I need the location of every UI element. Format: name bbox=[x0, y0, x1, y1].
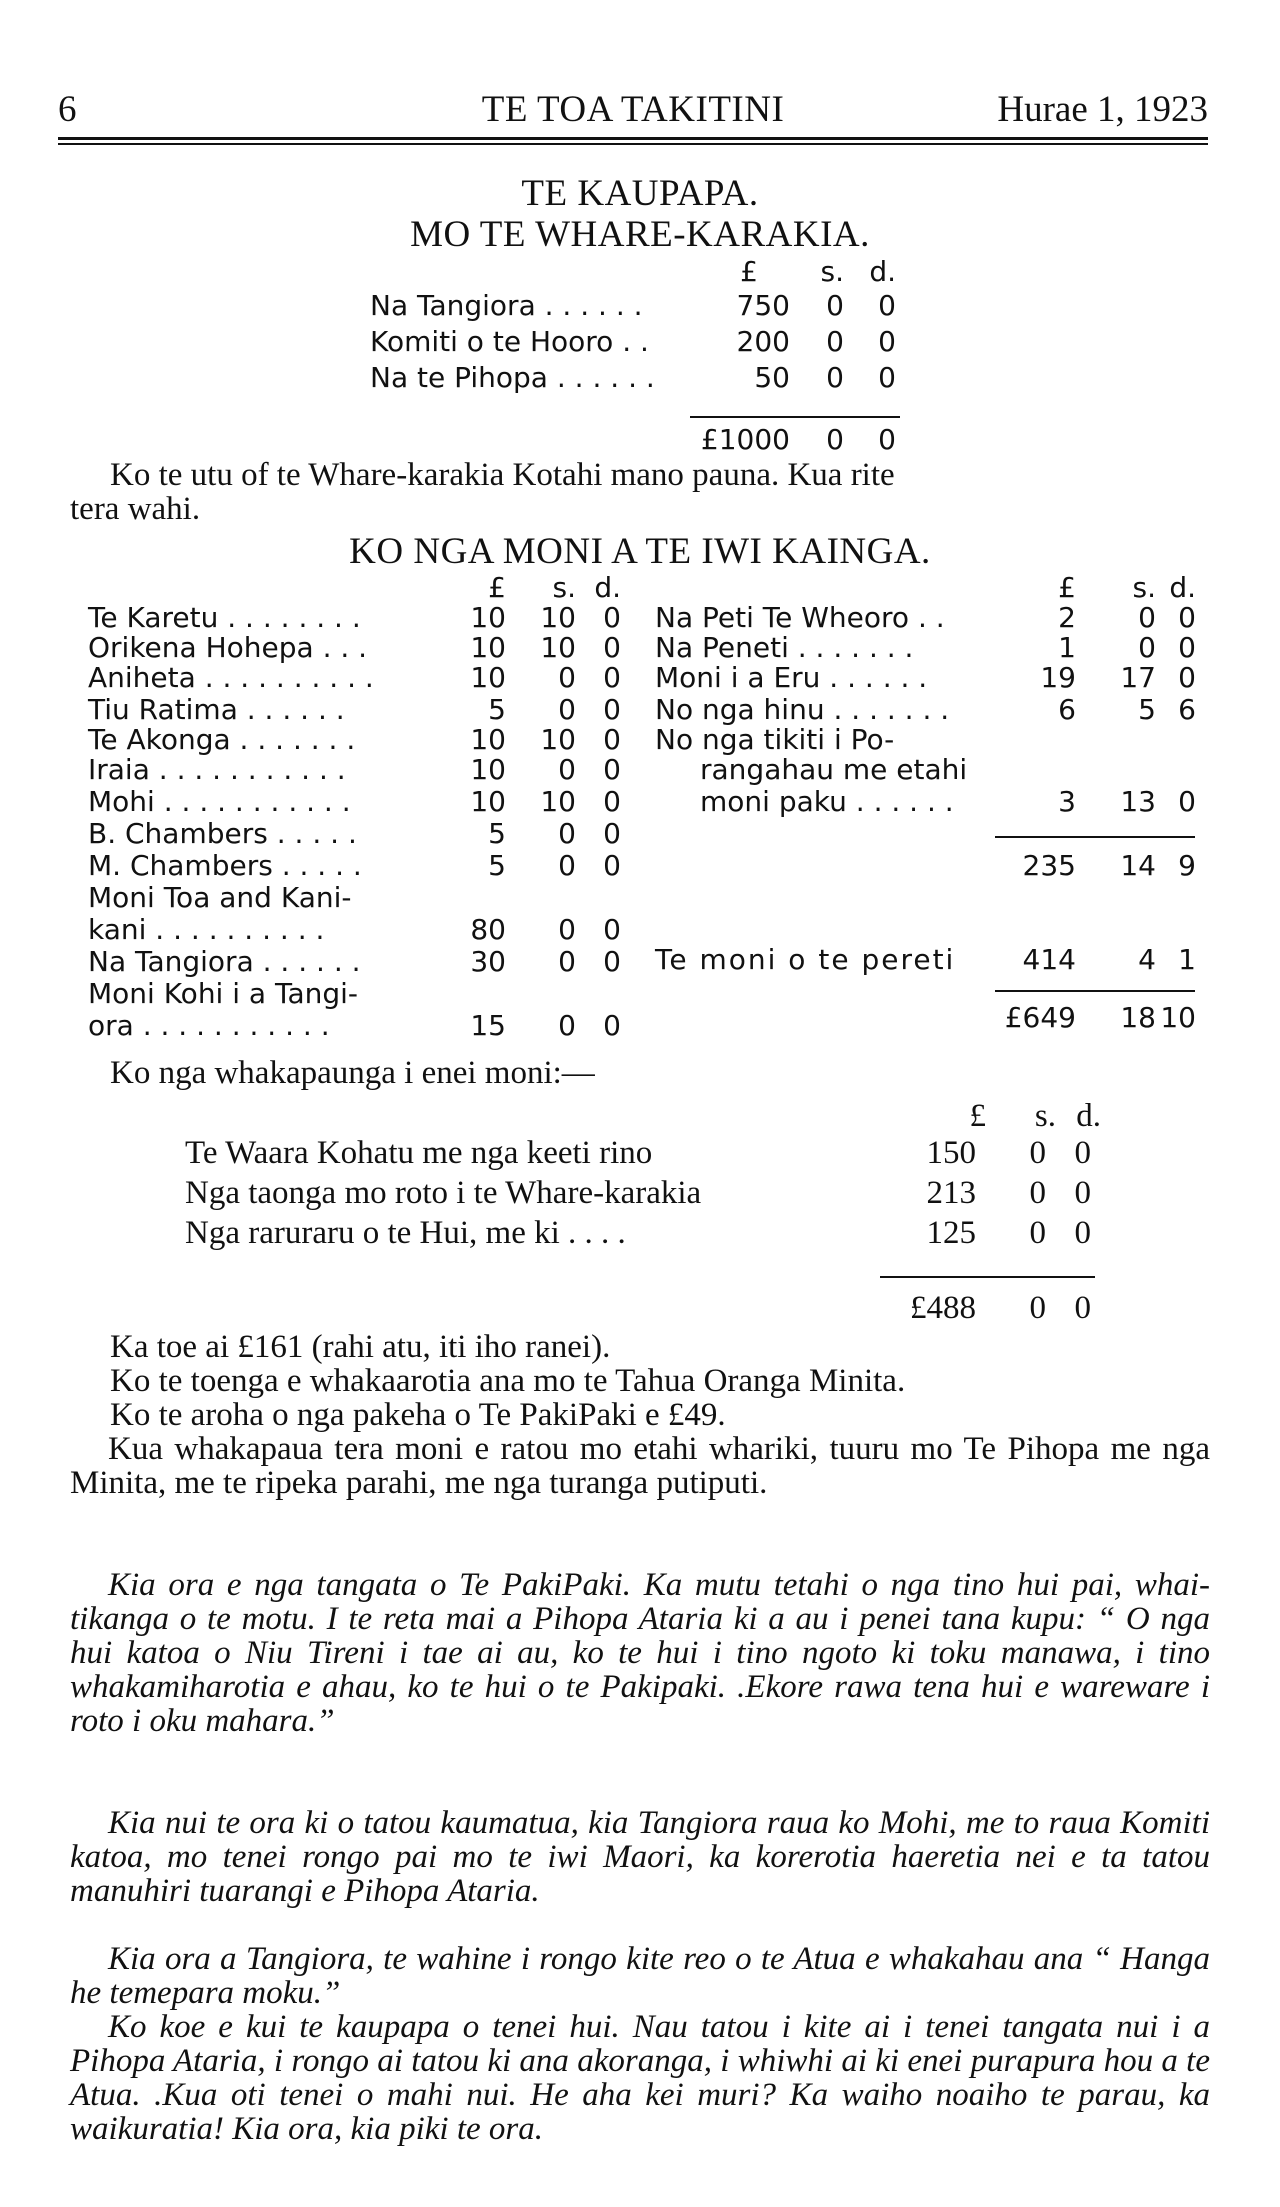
ledger-pounds: 750 bbox=[736, 289, 790, 322]
total-rule bbox=[880, 1276, 1095, 1278]
ledger-label: Na te Pihopa . . . . . . bbox=[370, 361, 655, 394]
ledger-label: Na Tangiora . . . . . . bbox=[88, 945, 361, 978]
paragraph-italic: Ko koe e kui te kaupapa o tenei hui. Nau tatou i kite ai i tenei tangata nui i a Pihopa Ataria, i rongo ai tatou ki ana akoranga, i whiwhi ai ki enei purapura hou a te Atua. .Kua oti tenei o mahi nui. He aha kei muri? Ka waiho noaiho te parau, ka waikuratia! Kia ora, kia piki te ora. bbox=[70, 2009, 1210, 2147]
pereti-pounds: 414 bbox=[1022, 943, 1076, 976]
ledger-pence: 0 bbox=[1178, 601, 1196, 634]
ledger-pence: 0 bbox=[603, 631, 621, 664]
ledger-label: Te Akonga . . . . . . . bbox=[88, 723, 356, 756]
ledger-label: kani . . . . . . . . . . bbox=[88, 913, 325, 946]
ledger-pence: 0 bbox=[603, 753, 621, 786]
ledger-pence: 0 bbox=[603, 693, 621, 726]
ledger-pounds: 6 bbox=[1058, 693, 1076, 726]
ledger-label: Moni i a Eru . . . . . . bbox=[655, 661, 928, 694]
subtotal-pence: 9 bbox=[1178, 849, 1196, 882]
header-rule bbox=[58, 137, 1208, 140]
ledger-pence: 0 bbox=[878, 325, 896, 358]
ledger-pounds: 19 bbox=[1040, 661, 1076, 694]
ledger-shillings: 0 bbox=[558, 913, 576, 946]
expense-pence: 0 bbox=[1074, 1215, 1091, 1251]
col-header-shillings: s. bbox=[1034, 1098, 1056, 1134]
section-title: KO NGA MONI A TE IWI KAINGA. bbox=[349, 531, 931, 572]
col-header-pound-right: £ bbox=[1058, 571, 1076, 604]
col-header-pound: £ bbox=[969, 1098, 986, 1134]
ledger-shillings: 0 bbox=[826, 361, 844, 394]
ledger-pence: 0 bbox=[603, 817, 621, 850]
col-header-pence: d. bbox=[594, 571, 621, 604]
ledger-pence: 0 bbox=[1178, 631, 1196, 664]
ledger-label: Te Karetu . . . . . . . . bbox=[88, 601, 361, 634]
ledger-shillings: 17 bbox=[1120, 661, 1156, 694]
ledger-label: B. Chambers . . . . . bbox=[88, 817, 357, 850]
note-line-cont: tera wahi. bbox=[70, 491, 201, 527]
paragraph-italic: Kia ora a Tangiora, te wahine i rongo kite reo o te Atua e whakahau ana “ Hanga he temepara moku.” bbox=[70, 1941, 1210, 2011]
page-header bbox=[58, 88, 1208, 132]
ledger-label: moni paku . . . . . . bbox=[700, 785, 954, 818]
ledger-pence: 0 bbox=[603, 601, 621, 634]
col-header-pound: £ bbox=[740, 255, 758, 288]
ledger-pounds: 5 bbox=[488, 849, 506, 882]
expense-shillings: 0 bbox=[1029, 1215, 1046, 1251]
ledger-shillings: 10 bbox=[540, 601, 576, 634]
ledger-label: Komiti o te Hooro . . bbox=[370, 325, 649, 358]
expense-shillings: 0 bbox=[1029, 1175, 1046, 1211]
ledger-pounds: 10 bbox=[470, 661, 506, 694]
ledger-pounds: 2 bbox=[1058, 601, 1076, 634]
page-number: 6 bbox=[58, 89, 77, 130]
ledger-pence: 0 bbox=[1178, 661, 1196, 694]
ledger-shillings: 0 bbox=[1138, 601, 1156, 634]
ledger-shillings: 0 bbox=[558, 661, 576, 694]
total-pence: 0 bbox=[878, 423, 896, 456]
ledger-shillings: 5 bbox=[1138, 693, 1156, 726]
expense-shillings: 0 bbox=[1029, 1135, 1046, 1171]
ledger-label: M. Chambers . . . . . bbox=[88, 849, 362, 882]
subtotal-pounds: 235 bbox=[1022, 849, 1076, 882]
paragraph-italic: Kia nui te ora ki o tatou kaumatua, kia Tangiora raua ko Mohi, me to raua Komiti katoa, mo tenei rongo pai mo te iwi Maori, ka korerotia haeretia nei e ta tatou manuhiri tuarangi e Pihopa Ataria. bbox=[70, 1805, 1210, 1909]
ledger-label: Tiu Ratima . . . . . . bbox=[88, 693, 345, 726]
total-shillings: 18 bbox=[1120, 1001, 1156, 1034]
col-header-pence: d. bbox=[1076, 1098, 1101, 1134]
ledger-shillings: 10 bbox=[540, 723, 576, 756]
ledger-pounds: 200 bbox=[736, 325, 790, 358]
issue-date: Hurae 1, 1923 bbox=[997, 89, 1208, 130]
section-subtitle: MO TE WHARE-KARAKIA. bbox=[410, 214, 870, 255]
col-header-pence: d. bbox=[869, 255, 896, 288]
ledger-shillings: 0 bbox=[558, 753, 576, 786]
ledger-pence: 0 bbox=[878, 361, 896, 394]
ledger-label: rangahau me etahi bbox=[700, 753, 968, 786]
total-pence: 10 bbox=[1160, 1001, 1196, 1034]
ledger-label: Moni Kohi i a Tangi- bbox=[88, 977, 359, 1010]
ledger-pounds: 10 bbox=[470, 785, 506, 818]
col-header-shillings: s. bbox=[820, 255, 844, 288]
ledger-label: Mohi . . . . . . . . . . . bbox=[88, 785, 351, 818]
total-pounds: £1000 bbox=[700, 423, 790, 456]
ledger-pounds: 15 bbox=[470, 1009, 506, 1042]
newspaper-title: TE TOA TAKITINI bbox=[481, 89, 785, 130]
ledger-pence: 0 bbox=[878, 289, 896, 322]
ledger-pounds: 10 bbox=[470, 753, 506, 786]
ledger-pence: 0 bbox=[603, 785, 621, 818]
ledger-pence: 6 bbox=[1178, 693, 1196, 726]
pereti-pence: 1 bbox=[1178, 943, 1196, 976]
ledger-pounds: 10 bbox=[470, 631, 506, 664]
ledger-label: Iraia . . . . . . . . . . . bbox=[88, 753, 346, 786]
paragraph: Kua whakapaua tera moni e ratou mo etahi whariki, tuuru mo Te Pihopa me nga Minita, me te ripeka parahi, me nga turanga putiputi. bbox=[70, 1431, 1210, 1501]
ledger-pounds: 50 bbox=[754, 361, 790, 394]
ledger-shillings: 13 bbox=[1120, 785, 1156, 818]
ledger-label: Orikena Hohepa . . . bbox=[88, 631, 368, 664]
ledger-pounds: 5 bbox=[488, 693, 506, 726]
total-pounds: £649 bbox=[1004, 1001, 1076, 1034]
ledger-shillings: 0 bbox=[558, 945, 576, 978]
ledger-shillings: 0 bbox=[558, 693, 576, 726]
total-pounds: £488 bbox=[910, 1290, 976, 1326]
subtotal-rule bbox=[995, 836, 1195, 838]
ledger-shillings: 0 bbox=[558, 817, 576, 850]
total-rule bbox=[690, 416, 900, 418]
ledger-label: Na Peneti . . . . . . . bbox=[655, 631, 914, 664]
ledger-pence: 0 bbox=[603, 661, 621, 694]
expense-label: Te Waara Kohatu me nga keeti rino bbox=[185, 1135, 653, 1171]
total-shillings: 0 bbox=[826, 423, 844, 456]
ledger-label: Aniheta . . . . . . . . . . bbox=[88, 661, 374, 694]
ledger-label: Na Peti Te Wheoro . . bbox=[655, 601, 945, 634]
subtotal-shillings: 14 bbox=[1120, 849, 1156, 882]
total-pence: 0 bbox=[1074, 1290, 1091, 1326]
ledger-label: ora . . . . . . . . . . . bbox=[88, 1009, 330, 1042]
body-line: Ka toe ai £161 (rahi atu, iti iho ranei). bbox=[110, 1329, 611, 1365]
ledger-pence: 0 bbox=[603, 945, 621, 978]
ledger-shillings: 0 bbox=[558, 849, 576, 882]
ledger-pounds: 3 bbox=[1058, 785, 1076, 818]
expense-pounds: 150 bbox=[926, 1135, 976, 1171]
note-line: Ko te utu of te Whare-karakia Kotahi mano pauna. Kua rite bbox=[110, 457, 895, 493]
paragraph-italic: Kia ora e nga tangata o Te PakiPaki. Ka mutu tetahi o nga tino hui pai, whai-tikanga o te motu. I te reta mai a Pihopa Ataria ki a au i penei tana kupu: “ O nga hui katoa o Niu Tireni i tae ai au, ko te hui i tino ngoto ki toku manawa, i tino whakamiharotia e ahau, ko te hui o te Pakipaki. .Ekore rawa tena hui e wareware i roto i oku mahara.” bbox=[70, 1567, 1210, 1739]
total-shillings: 0 bbox=[1029, 1290, 1046, 1326]
ledger-label: No nga tikiti i Po- bbox=[655, 723, 895, 756]
body-line: Ko te aroha o nga pakeha o Te PakiPaki e £49. bbox=[110, 1397, 726, 1433]
pereti-shillings: 4 bbox=[1138, 943, 1156, 976]
expense-label: Nga taonga mo roto i te Whare-karakia bbox=[185, 1175, 702, 1211]
ledger-pounds: 10 bbox=[470, 601, 506, 634]
ledger-pence: 0 bbox=[603, 1009, 621, 1042]
ledger-pence: 0 bbox=[603, 849, 621, 882]
ledger-pounds: 30 bbox=[470, 945, 506, 978]
ledger-shillings: 0 bbox=[558, 1009, 576, 1042]
ledger-pence: 0 bbox=[603, 723, 621, 756]
ledger-pence: 0 bbox=[1178, 785, 1196, 818]
header-rule-double bbox=[58, 143, 1208, 145]
expenses-intro: Ko nga whakapaunga i enei moni:— bbox=[110, 1055, 595, 1091]
col-header-pence-right: d. bbox=[1169, 571, 1196, 604]
total-rule bbox=[995, 990, 1195, 992]
ledger-shillings: 0 bbox=[826, 289, 844, 322]
ledger-pounds: 5 bbox=[488, 817, 506, 850]
col-header-pound: £ bbox=[488, 571, 506, 604]
col-header-shillings: s. bbox=[552, 571, 576, 604]
expense-pounds: 213 bbox=[926, 1175, 976, 1211]
ledger-label: Moni Toa and Kani- bbox=[88, 881, 352, 914]
section-title: TE KAUPAPA. bbox=[521, 173, 759, 214]
ledger-shillings: 10 bbox=[540, 785, 576, 818]
ledger-pounds: 1 bbox=[1058, 631, 1076, 664]
col-header-shillings-right: s. bbox=[1132, 571, 1156, 604]
ledger-label: Na Tangiora . . . . . . bbox=[370, 289, 643, 322]
expense-label: Nga raruraru o te Hui, me ki . . . . bbox=[185, 1215, 626, 1251]
expense-pence: 0 bbox=[1074, 1135, 1091, 1171]
body-line: Ko te toenga e whakaarotia ana mo te Tahua Oranga Minita. bbox=[110, 1363, 906, 1399]
ledger-pounds: 10 bbox=[470, 723, 506, 756]
ledger-shillings: 0 bbox=[826, 325, 844, 358]
pereti-label: Te moni o te pereti bbox=[655, 943, 956, 976]
ledger-label: No nga hinu . . . . . . . bbox=[655, 693, 950, 726]
ledger-shillings: 0 bbox=[1138, 631, 1156, 664]
expense-pounds: 125 bbox=[926, 1215, 976, 1251]
expense-pence: 0 bbox=[1074, 1175, 1091, 1211]
ledger-pence: 0 bbox=[603, 913, 621, 946]
ledger-pounds: 80 bbox=[470, 913, 506, 946]
ledger-shillings: 10 bbox=[540, 631, 576, 664]
